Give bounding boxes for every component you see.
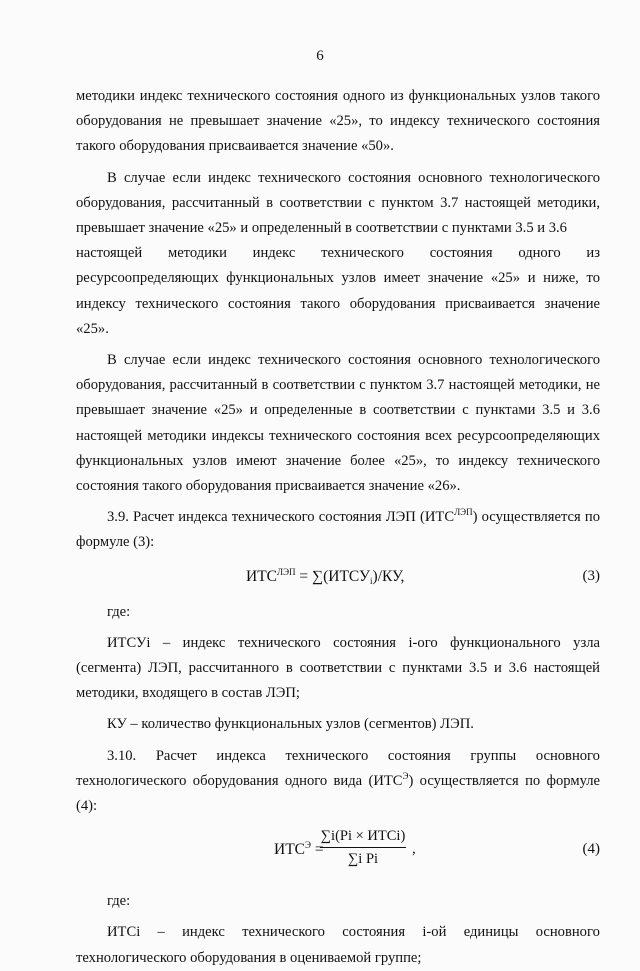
definition-itsu: ИТСУi – индекс технического состояния i-ого функционального узла (сегмента) ЛЭП, рассчитанного в соответствии с пунктами 3.5 и 3.6 настоящей методики, входящего в состав ЛЭП; (76, 634, 600, 702)
word: технического (242, 924, 325, 941)
word: единицы (463, 924, 519, 941)
clause-3-10-continuation: технологического оборудования одного вида $(ИТС^Э)$ осуществляется по формуле (4): (76, 770, 601, 815)
word: группы (470, 747, 517, 764)
paragraph-case-above-25: В случае если индекс технического состояния основного технологического оборудования, рассчитанный в соответствии с пунктом 3.7 настоящей методики, превышает значение «25» и определенный в соответствии с пунктами 3.5 и 3.6 (76, 169, 600, 237)
word: i-ой (422, 924, 447, 941)
word: технического (285, 747, 369, 764)
word: Расчет (155, 747, 197, 764)
definition-itsi-first-line (76, 920, 600, 945)
word: одного (518, 245, 561, 262)
word: состояния (429, 245, 493, 262)
word: 3.10. (107, 747, 137, 764)
page-content (76, 84, 600, 971)
word: основного (535, 747, 600, 764)
formula-4-comma: , (412, 841, 416, 858)
clause-3-10-first-line (76, 744, 600, 769)
formula-4-number: (4) (582, 841, 600, 858)
word: индекса (216, 747, 266, 764)
formula-4-denominator: ∑i Pi (347, 851, 379, 868)
clause-3-9: 3.9. Расчет индекса технического состояния ЛЭП $(ИТС^{ЛЭП})$ осуществляется по формуле (3): (76, 507, 601, 551)
paragraph-case-not-above-25: В случае если индекс технического состояния основного технологического оборудования, рассчитанный в соответствии с пунктом 3.7 настоящей методики, не превышает значение «25» и определенные в соответствии с пунктами 3.5 и 3.6 настоящей методики индексы технического состояния всех ресурсоопределяющих функциональных узлов имеют значение более «25», то индексу технического состояния такого оборудования присваивается значение «26». (76, 352, 600, 495)
definition-ku: КУ – количество функциональных узлов (сегментов) ЛЭП. (107, 716, 474, 733)
word: индекс (252, 245, 296, 262)
formula-3-number: (3) (582, 567, 600, 584)
word: состояния (387, 747, 451, 764)
formula-3-expression: $ИТС^{ЛЭП}$ = $\sum(ИТСУ_i)/КУ$, (246, 566, 405, 586)
where-label: где: (107, 603, 131, 620)
word: методики (167, 245, 227, 262)
word: из (586, 245, 600, 262)
formula-4-fraction (320, 825, 406, 870)
word: основного (535, 924, 600, 941)
formula-3 (76, 564, 600, 598)
word: – (157, 924, 165, 941)
word: технического (321, 245, 404, 262)
where-label-2: где: (107, 893, 131, 910)
paragraph-case-above-25-tail: ресурсоопределяющих функциональных узлов имеет значение «25» и ниже, то индексу технического состояния такого оборудования присваивается значение «25». (76, 270, 600, 337)
page-number: 6 (316, 48, 324, 64)
word: настоящей (76, 245, 143, 262)
formula-4-numerator: ∑i(Pi × ИТСi) (320, 825, 406, 848)
word: ИТСi (107, 924, 141, 941)
formula-4 (76, 825, 600, 875)
word: индекс (182, 924, 225, 941)
word: состояния (342, 924, 406, 941)
definition-itsi-tail: технологического оборудования в оцениваемой группе; (76, 949, 422, 966)
justified-line (76, 241, 600, 266)
formula-4-lhs: $ИТС^Э$ = (274, 840, 324, 859)
paragraph-continuation: методики индекс технического состояния одного из функциональных узлов такого оборудования не превышает значение «25», то индексу технического состояния такого оборудования присваивается значение «50». (76, 88, 600, 155)
